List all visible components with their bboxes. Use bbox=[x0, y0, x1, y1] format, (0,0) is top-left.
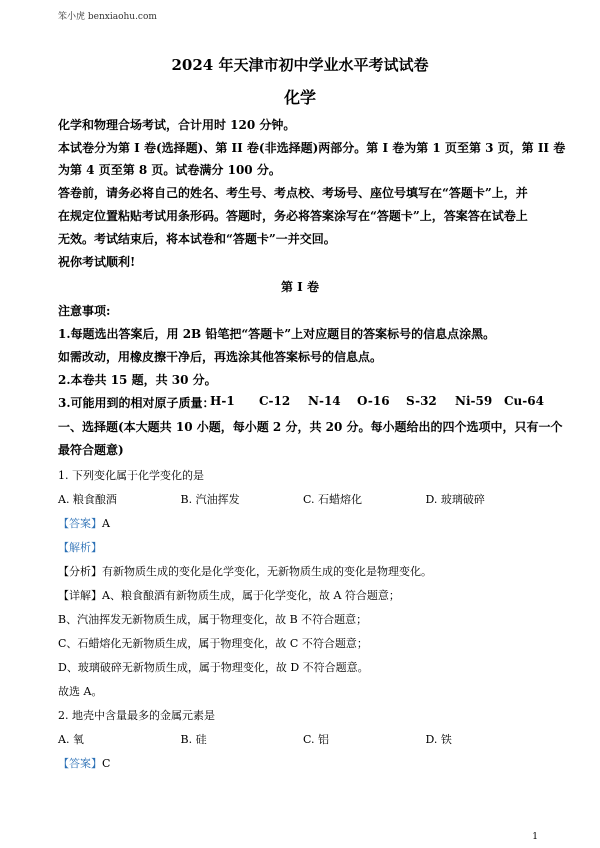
notes-title: 注意事项: bbox=[58, 304, 111, 318]
note-line: 2.本卷共 15 题，共 30 分。 bbox=[58, 373, 217, 387]
fenxi-tag: 【分析】 bbox=[58, 565, 102, 578]
q2-option-c: C. 铝 bbox=[303, 733, 330, 746]
detail-tag: 【详解】 bbox=[58, 589, 102, 602]
atomic-mass: C-12 bbox=[259, 394, 291, 408]
answer-value: A bbox=[102, 517, 110, 530]
q2-stem: 2. 地壳中含量最多的金属元素是 bbox=[58, 709, 215, 722]
q1-conclusion: 故选 A。 bbox=[58, 685, 103, 698]
answer-tag: 【答案】 bbox=[58, 757, 102, 770]
q2-options bbox=[58, 731, 548, 747]
answer-tag: 【答案】 bbox=[58, 517, 102, 530]
atomic-mass: H-1 bbox=[210, 394, 235, 408]
atomic-mass: S-32 bbox=[406, 394, 437, 408]
fenxi-text: 有新物质生成的变化是化学变化，无新物质生成的变化是物理变化。 bbox=[102, 565, 432, 578]
intro-line: 为第 4 页至第 8 页。试卷满分 100 分。 bbox=[58, 163, 281, 177]
atomic-label: 3.可能用到的相对原子质量： bbox=[58, 396, 215, 410]
q1-answer bbox=[58, 515, 548, 531]
note-line: 如需改动，用橡皮擦干净后，再选涂其他答案标号的信息点。 bbox=[58, 350, 383, 364]
q2-option-a: A. 氧 bbox=[58, 733, 84, 746]
q1-option-c: C. 石蜡熔化 bbox=[303, 493, 363, 506]
q1-fenxi bbox=[58, 563, 548, 579]
q2-option-d: D. 铁 bbox=[425, 733, 452, 746]
intro-line: 本试卷分为第 I 卷(选择题)、第 II 卷(非选择题)两部分。第 I 卷为第 1 页至第 3 页，第 II 卷 bbox=[58, 141, 566, 155]
q1-detail-line: B、汽油挥发无新物质生成，属于物理变化，故 B 不符合题意； bbox=[58, 613, 368, 626]
intro-line: 祝你考试顺利! bbox=[58, 255, 136, 269]
intro-line: 在规定位置粘贴考试用条形码。答题时，务必将答案涂写在“答题卡”上，答案答在试卷上 bbox=[58, 209, 528, 223]
page-number: 1 bbox=[532, 832, 538, 842]
part-title-line: 一、选择题(本大题共 10 小题，每小题 2 分，共 20 分。每小题给出的四个选项中，只有一个 bbox=[58, 420, 563, 434]
q1-option-a: A. 粮食酿酒 bbox=[58, 493, 117, 506]
q1-stem: 1. 下列变化属于化学变化的是 bbox=[58, 469, 204, 482]
q1-analysis-tag: 【解析】 bbox=[58, 541, 102, 554]
atomic-mass: O-16 bbox=[357, 394, 390, 408]
intro-line: 答卷前，请务必将自己的姓名、考生号、考点校、考场号、座位号填写在“答题卡”上，并 bbox=[58, 186, 528, 200]
atomic-mass: Ni-59 bbox=[455, 394, 493, 408]
q1-options bbox=[58, 491, 548, 507]
q1-option-d: D. 玻璃破碎 bbox=[425, 493, 485, 506]
atomic-masses-line bbox=[58, 394, 548, 411]
q1-option-b: B. 汽油挥发 bbox=[180, 493, 240, 506]
q2-answer bbox=[58, 755, 548, 771]
q1-detail-line: D、玻璃破碎无新物质生成，属于物理变化，故 D 不符合题意。 bbox=[58, 661, 369, 674]
note-line: 1.每题选出答案后，用 2B 铅笔把“答题卡”上对应题目的答案标号的信息点涂黑。 bbox=[58, 327, 496, 341]
exam-title: 2024 年天津市初中学业水平考试试卷 bbox=[171, 56, 429, 74]
atomic-mass: Cu-64 bbox=[504, 394, 544, 408]
subject-title: 化学 bbox=[283, 88, 316, 107]
part-title-line: 最符合题意) bbox=[58, 443, 124, 457]
intro-line: 化学和物理合场考试，合计用时 120 分钟。 bbox=[58, 118, 296, 132]
q1-detail bbox=[58, 587, 548, 603]
q1-detail-line: C、石蜡熔化无新物质生成，属于物理变化，故 C 不符合题意； bbox=[58, 637, 368, 650]
q2-option-b: B. 硅 bbox=[180, 733, 207, 746]
detail-text: A、粮食酿酒有新物质生成，属于化学变化，故 A 符合题意； bbox=[102, 589, 400, 602]
atomic-mass: N-14 bbox=[308, 394, 341, 408]
intro-line: 无效。考试结束后，将本试卷和“答题卡”一并交回。 bbox=[58, 232, 336, 246]
page-header: 笨小虎 benxiaohu.com bbox=[58, 12, 157, 22]
answer-value: C bbox=[102, 757, 111, 770]
section-title: 第 I 卷 bbox=[281, 280, 319, 294]
